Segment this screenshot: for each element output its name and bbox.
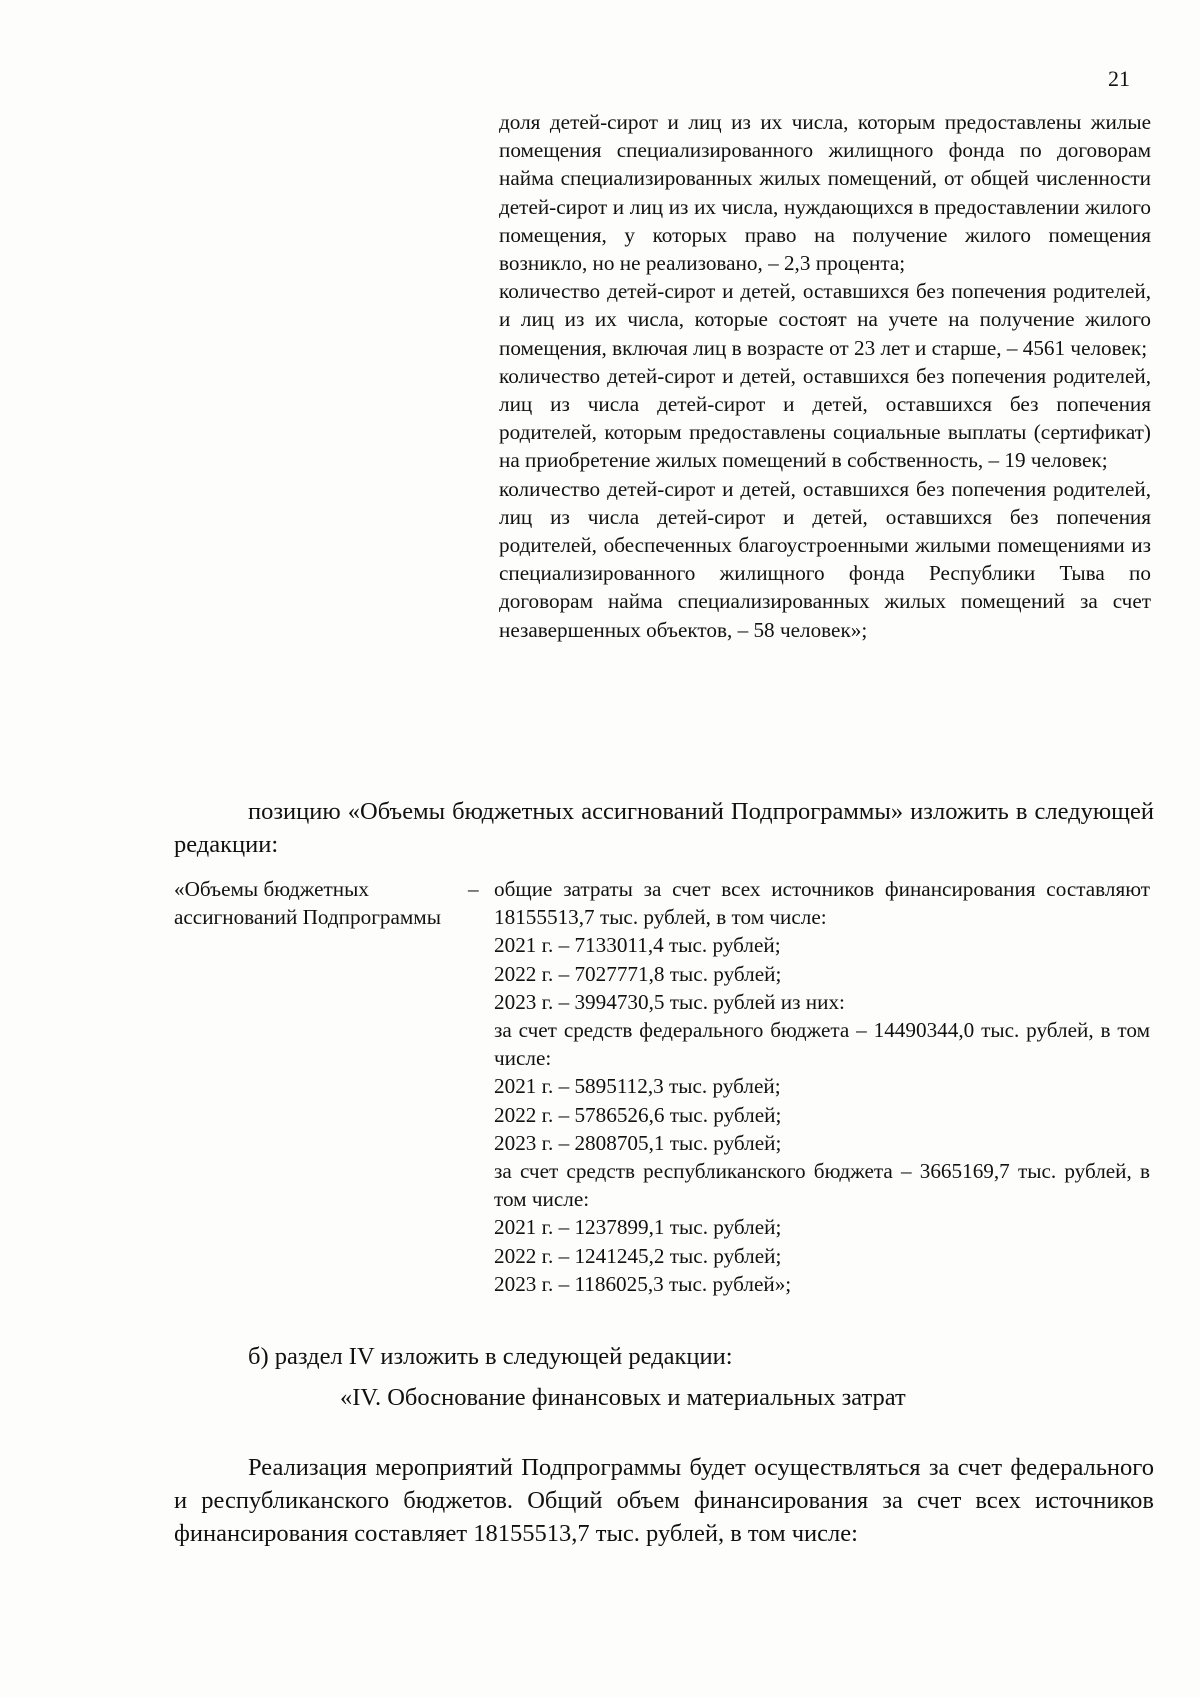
budget-line: за счет средств федерального бюджета – 14490344,0 тыс. рублей, в том числе: xyxy=(494,1018,1150,1071)
section-heading: «IV. Обоснование финансовых и материальных затрат xyxy=(340,1384,906,1411)
budget-line: за счет средств республиканского бюджета – 3665169,7 тыс. рублей, в том числе: xyxy=(494,1159,1150,1212)
indicator-item: количество детей-сирот и детей, оставшихся без попечения родителей, и лиц из их числа, которые состоят на учете на получение жилого помещения, включая лиц в возрасте от 23 лет и старше, – 4561 человек; xyxy=(499,279,1151,360)
budget-line: 2021 г. – 1237899,1 тыс. рублей; xyxy=(494,1215,782,1240)
budget-line: 2023 г. – 1186025,3 тыс. рублей»; xyxy=(494,1271,792,1296)
budget-line: 2023 г. – 3994730,5 тыс. рублей из них: xyxy=(494,989,845,1014)
budget-dash: – xyxy=(468,877,479,901)
budget-line: 2022 г. – 7027771,8 тыс. рублей; xyxy=(494,961,782,986)
budget-line: 2021 г. – 7133011,4 тыс. рублей; xyxy=(494,933,781,958)
section-b-paragraph: б) раздел IV изложить в следующей редакции: xyxy=(248,1343,733,1370)
indicator-item: доля детей-сирот и лиц из их числа, которым предоставлены жилые помещения специализированного жилищного фонда по договорам найма специализированных жилых помещений, от общей численности детей-сирот и лиц из их числа, нуждающихся в предоставлении жилого помещения, у которых право на получение жилого помещения возникло, но не реализовано, – 2,3 процента; xyxy=(499,110,1151,276)
page-number: 21 xyxy=(1108,66,1130,91)
budget-line: 2022 г. – 5786526,6 тыс. рублей; xyxy=(494,1102,782,1127)
budget-line: общие затраты за счет всех источников финансирования составляют 18155513,7 тыс. рублей, в том числе: xyxy=(494,877,1150,930)
indicator-item: количество детей-сирот и детей, оставшихся без попечения родителей, лиц из числа детей-сирот и детей, оставшихся без попечения родителей, обеспеченных благоустроенными жилыми помещениями из специализированного жилищного фонда Республики Тыва по договорам найма специализированных жилых помещений за счет незавершенных объектов, – 58 человек»; xyxy=(499,476,1151,642)
budget-line: 2022 г. – 1241245,2 тыс. рублей; xyxy=(494,1243,782,1268)
budget-line: 2023 г. – 2808705,1 тыс. рублей; xyxy=(494,1130,782,1155)
budget-allocation-table xyxy=(174,875,1154,1307)
indicator-list xyxy=(499,108,1151,644)
final-paragraph: Реализация мероприятий Подпрограммы будет осуществляться за счет федерального и республиканского бюджетов. Общий объем финансирования за счет всех источников финансирования составляет 18155513,7 тыс. рублей, в том числе: xyxy=(174,1454,1154,1547)
position-paragraph: позицию «Объемы бюджетных ассигнований Подпрограммы» изложить в следующей редакции: xyxy=(174,798,1154,858)
budget-row-value xyxy=(494,875,1150,1298)
indicator-item: количество детей-сирот и детей, оставшихся без попечения родителей, лиц из числа детей-сирот и детей, оставшихся без попечения родителей, которым предоставлены социальные выплаты (сертификат) на приобретение жилых помещений в собственность, – 19 человек; xyxy=(499,363,1151,473)
budget-row-label: «Объемы бюджетных ассигнований Подпрограммы xyxy=(174,877,441,930)
budget-line: 2021 г. – 5895112,3 тыс. рублей; xyxy=(494,1074,781,1099)
